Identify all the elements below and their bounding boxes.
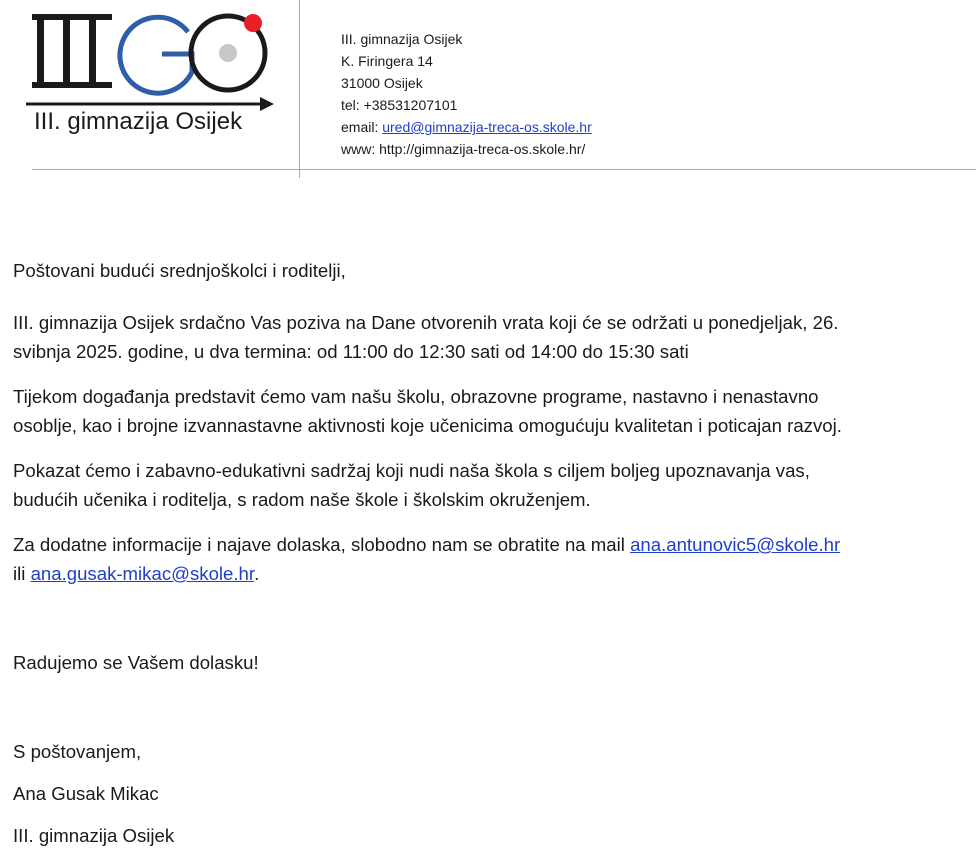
- letter-greeting: Poštovani budući srednjoškolci i roditelji,: [13, 260, 346, 281]
- logo-arrow-head: [260, 97, 274, 111]
- paragraph-contact-text: Za dodatne informacije i najave dolaska, slobodno nam se obratite na mail: [13, 534, 631, 555]
- contact-block: [341, 28, 592, 160]
- letter-signer: Ana Gusak Mikac: [13, 783, 159, 804]
- paragraph-content-line2: budućih učenika i roditelja, s radom naše škole i školskim okruženjem.: [13, 489, 591, 510]
- logo-stroke-2: [63, 18, 70, 84]
- logo-stroke-1: [37, 18, 44, 84]
- paragraph-event-line1: Tijekom događanja predstavit ćemo vam našu školu, obrazovne programe, nastavno i nenastavno: [13, 386, 819, 407]
- letter-body: [13, 256, 953, 850]
- paragraph-invitation-line2: svibnja 2025. godine, u dva termina: od 11:00 do 12:30 sati od 14:00 do 15:30 sati: [13, 341, 689, 362]
- contact-email-link[interactable]: ured@gimnazija-treca-os.skole.hr: [382, 119, 592, 135]
- logo-stroke-3: [89, 18, 96, 84]
- contact-street: K. Firingera 14: [341, 53, 433, 69]
- paragraph-content-line1: Pokazat ćemo i zabavno-edukativni sadržaj koji nudi naša škola s ciljem boljeg upoznavanja vas,: [13, 460, 810, 481]
- paragraph-contact-line2: [13, 559, 953, 588]
- email-link-gusak-mikac[interactable]: ana.gusak-mikac@skole.hr: [30, 563, 255, 584]
- contact-email-line: [341, 116, 592, 138]
- letter-regards: S poštovanjem,: [13, 741, 142, 762]
- paragraph-event-line2: osoblje, kao i brojne izvannastavne aktivnosti koje učenicima omogućuju kvalitetan i poticajan razvoj.: [13, 415, 842, 436]
- paragraph-contact-line1: [13, 530, 953, 559]
- header-vertical-divider: [299, 0, 300, 178]
- paragraph-contact-end: .: [254, 563, 260, 584]
- logo-red-dot: [244, 14, 262, 32]
- contact-web: www: http://gimnazija-treca-os.skole.hr/: [341, 141, 586, 157]
- contact-phone: tel: +38531207101: [341, 97, 458, 113]
- logo-caption: III. gimnazija Osijek: [34, 108, 243, 135]
- school-logo: [22, 10, 282, 145]
- contact-name: III. gimnazija Osijek: [341, 31, 463, 47]
- email-link-antunovic[interactable]: ana.antunovic5@skole.hr: [630, 534, 841, 555]
- logo-bar-bottom: [32, 82, 112, 88]
- contact-email-label: email:: [341, 119, 383, 135]
- header-horizontal-divider: [32, 169, 976, 170]
- paragraph-invitation-line1: III. gimnazija Osijek srdačno Vas poziva na Dane otvorenih vrata koji će se održati u ponedjeljak, 26.: [13, 312, 839, 333]
- logo-letter-g: [120, 17, 192, 93]
- paragraph-contact-or: ili: [13, 563, 31, 584]
- logo-gray-dot: [219, 44, 237, 62]
- contact-city: 31000 Osijek: [341, 75, 423, 91]
- letter-organization: III. gimnazija Osijek: [13, 825, 175, 846]
- letter-closing: Radujemo se Vašem dolasku!: [13, 652, 259, 673]
